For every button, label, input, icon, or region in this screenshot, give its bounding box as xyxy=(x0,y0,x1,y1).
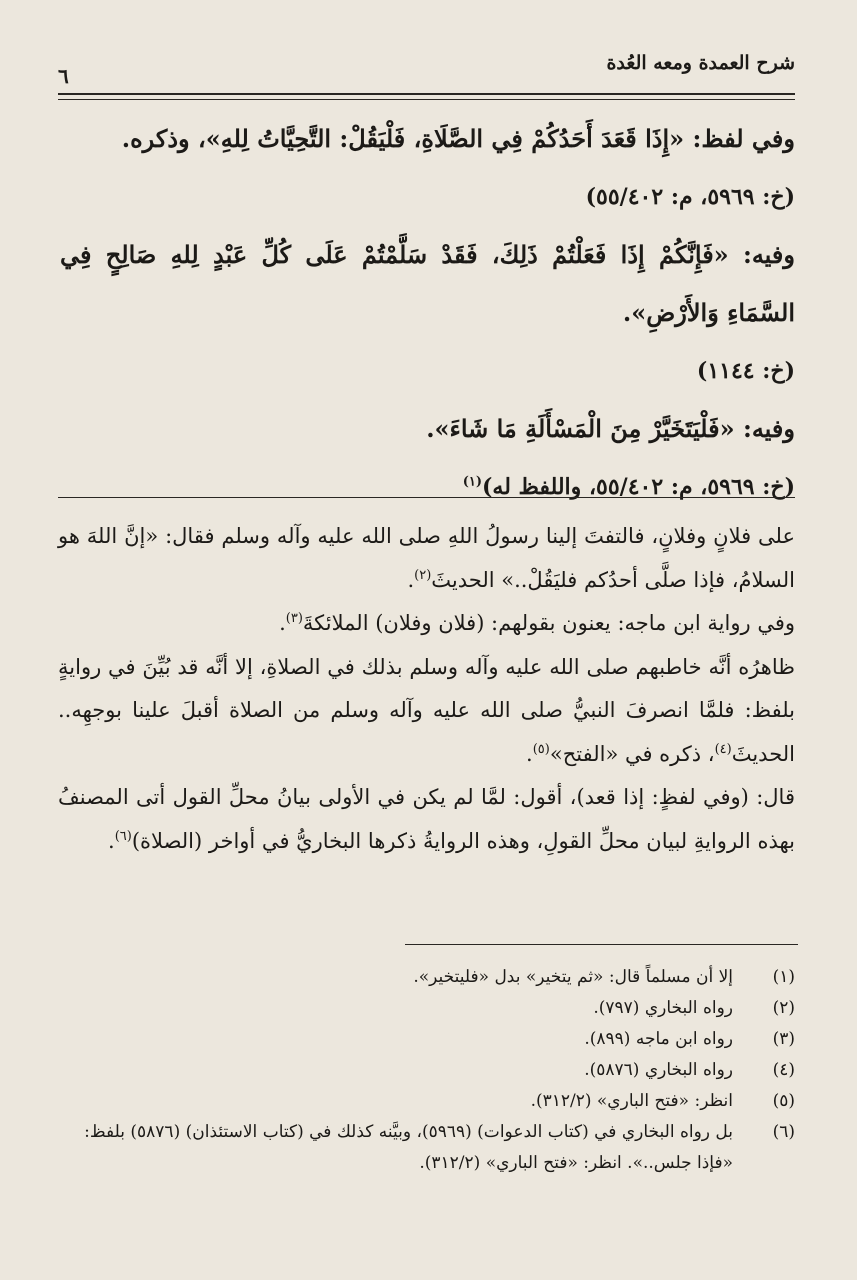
commentary-paragraph-2 xyxy=(58,602,795,646)
matn-reference-3-text: (خ: ٥٩٦٩، م: ٥٥/٤٠٢، واللفظ له) xyxy=(481,474,795,500)
header-rule-thin xyxy=(58,99,795,100)
commentary-paragraph-1-text: على فلانٍ وفلانٍ، فالتفتَ إلينا رسولُ اللهِ صلى الله عليه وآله وسلم فقال: «إنَّ اللهَ هو السلامُ، فإذا صلَّى أحدُكم فليَقُلْ..» الحديثَ xyxy=(58,524,795,592)
footnote-text: رواه البخاري (٧٩٧). xyxy=(593,998,733,1018)
footnote-number: (١) xyxy=(772,967,795,987)
footnote-text: رواه البخاري (٥٨٧٦). xyxy=(584,1060,733,1080)
footnote-text: إلا أن مسلماً قال: «ثم يتخير» بدل «فليتخير». xyxy=(413,967,733,987)
commentary-paragraph-2-text: وفي رواية ابن ماجه: يعنون بقولهم: (فلان وفلان) الملائكةَ xyxy=(302,611,795,635)
footnotes xyxy=(58,962,795,1179)
book-title: شرح العمدة ومعه العُدة xyxy=(606,52,795,74)
commentary-paragraph-4 xyxy=(58,776,795,863)
commentary-paragraph-3 xyxy=(58,646,795,777)
footnote-item xyxy=(58,1055,795,1086)
footnote-marker-6: (٦) xyxy=(114,828,132,844)
commentary-paragraph-2-end: . xyxy=(279,611,286,635)
page-number: ٦ xyxy=(58,64,69,88)
commentary-paragraph-1 xyxy=(58,515,795,602)
matn-sharh-divider xyxy=(58,497,795,498)
commentary-text xyxy=(58,515,795,863)
footnote-marker-3: (٣) xyxy=(285,611,303,626)
footnote-item xyxy=(58,962,795,993)
footnote-marker-1: (١) xyxy=(462,474,482,490)
running-header xyxy=(58,52,795,92)
footnote-item xyxy=(58,1117,795,1179)
matn-text xyxy=(60,110,795,516)
matn-line-1: وفي لفظ: «إِذَا قَعَدَ أَحَدُكُمْ فِي الصَّلَاةِ، فَلْيَقُلْ: التَّحِيَّاتُ لِلهِ»، وذكره. xyxy=(121,124,795,153)
footnote-text: انظر: «فتح الباري» (٣١٢/٢). xyxy=(530,1091,733,1111)
footnote-number: (٤) xyxy=(772,1060,795,1080)
footnote-number: (٣) xyxy=(772,1029,795,1049)
commentary-paragraph-1-end: . xyxy=(407,567,415,592)
footnote-text: بل رواه البخاري في (كتاب الدعوات) (٥٩٦٩)، وبيَّنه كذلك في (كتاب الاستئذان) (٥٨٧٦) بلفظ: «فإذا جلس..». انظر: «فتح الباري» (٣١٢/٢). xyxy=(84,1122,733,1173)
commentary-paragraph-4-end: . xyxy=(108,828,115,853)
footnote-rule xyxy=(405,944,798,945)
commentary-paragraph-3-text: ظاهرُه أنَّه خاطبهم صلى الله عليه وآله وسلم بذلك في الصلاةِ، إلا أنَّه قد بُيِّنَ في روايةٍ بلفظ: فلمَّا انصرفَ النبيُّ صلى الله عليه وآله وسلم من الصلاة أقبلَ علينا بوجهِه.. الحديثَ xyxy=(58,654,795,766)
footnote-item xyxy=(58,1086,795,1117)
commentary-paragraph-3-end: . xyxy=(526,741,533,766)
footnote-item xyxy=(58,1024,795,1055)
commentary-paragraph-3-mid: ، ذكره في «الفتح» xyxy=(549,741,715,766)
footnote-marker-5: (٥) xyxy=(532,741,550,757)
footnote-marker-2: (٢) xyxy=(414,567,432,583)
footnote-marker-4: (٤) xyxy=(714,741,732,757)
matn-line-2: وفيه: «فَإِنَّكُمْ إِذَا فَعَلْتُمْ ذَلِكَ، فَقَدْ سَلَّمْتُمْ عَلَى كُلِّ عَبْدٍ لِلهِ صَالِحٍ فِي السَّمَاءِ وَالأَرْضِ». xyxy=(60,240,795,327)
header-rule xyxy=(58,93,795,95)
footnote-text: رواه ابن ماجه (٨٩٩). xyxy=(584,1029,733,1049)
footnote-number: (٥) xyxy=(772,1091,795,1111)
matn-reference-1: (خ: ٥٩٦٩، م: ٥٥/٤٠٢) xyxy=(585,184,795,210)
matn-reference-3 xyxy=(60,458,795,516)
commentary-paragraph-4-text: قال: (وفي لفظٍ: إذا قعد)، أقول: لمَّا لم يكن في الأولى بيانُ محلِّ القول أتى المصنفُ بهذه الروايةِ لبيان محلِّ القولِ، وهذه الروايةُ ذكرها البخاريُّ في أواخر (الصلاة) xyxy=(58,785,795,853)
matn-line-3: وفيه: «فَلْيَتَخَيَّرْ مِنَ الْمَسْأَلَةِ مَا شَاءَ». xyxy=(426,414,795,443)
footnote-number: (٦) xyxy=(772,1122,795,1142)
matn-reference-2: (خ: ١١٤٤) xyxy=(696,358,795,384)
footnote-item xyxy=(58,993,795,1024)
footnote-number: (٢) xyxy=(772,998,795,1018)
